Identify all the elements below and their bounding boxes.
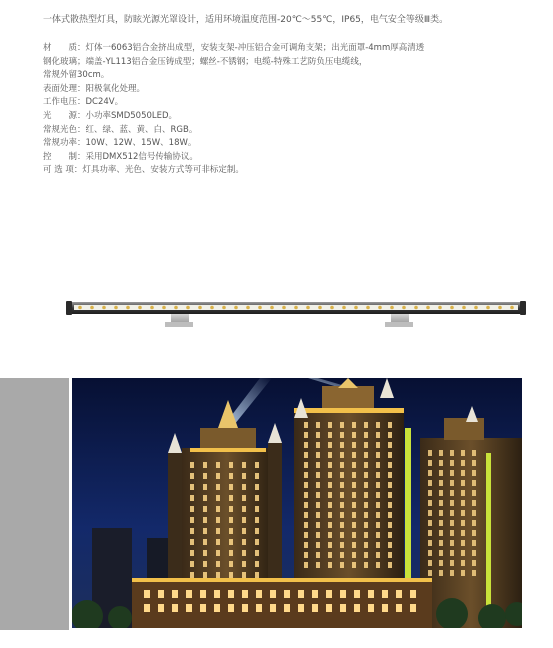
spec-control: 控 制：采用DMX512信号传输协议。	[43, 151, 198, 162]
spec-power: 常规功率：10W、12W、15W、18W。	[43, 138, 197, 149]
spec-light-source: 光 源：小功率SMD5050LED。	[43, 110, 178, 121]
spec-material-line-1: 材 质：灯体一6063铝合金挤出成型，安装支架-冲压铝合金可调角支架；出光面罩-4mm厚高清透	[43, 43, 425, 53]
building-night-photo	[72, 378, 522, 628]
spec-working-voltage: 工作电压：DC24V。	[43, 97, 124, 108]
intro-text: 一体式散热型灯具，防眩光源光罩设计，适用环境温度范围-20℃～55℃，IP65，电气安全等级Ⅲ类。	[43, 15, 449, 25]
spec-surface-treatment: 表面处理：阳极氧化处理。	[43, 83, 146, 94]
spec-list	[43, 42, 424, 178]
spec-material-line-3: 常规外留30cm。	[43, 70, 110, 81]
end-cap-right	[520, 301, 526, 315]
mounting-bracket-right	[385, 314, 413, 327]
spec-material-line-2: 钢化玻璃；端盖-YL113铝合金压铸成型；螺丝-不锈钢；电缆-特殊工艺防负压电缆线，	[43, 56, 368, 67]
mounting-bracket-left	[165, 314, 193, 327]
podium-building	[132, 578, 432, 628]
led-wall-washer-image	[66, 296, 526, 332]
right-tower	[420, 406, 522, 628]
green-light-strip	[486, 453, 491, 628]
spec-light-colors: 常规光色：红、绿、蓝、黄、白、RGB。	[43, 124, 198, 135]
end-cap-left	[66, 301, 72, 315]
side-decoration-bar	[0, 378, 69, 630]
spec-options: 可 选 项：灯具功率、光色、安装方式等可非标定制。	[43, 165, 244, 176]
